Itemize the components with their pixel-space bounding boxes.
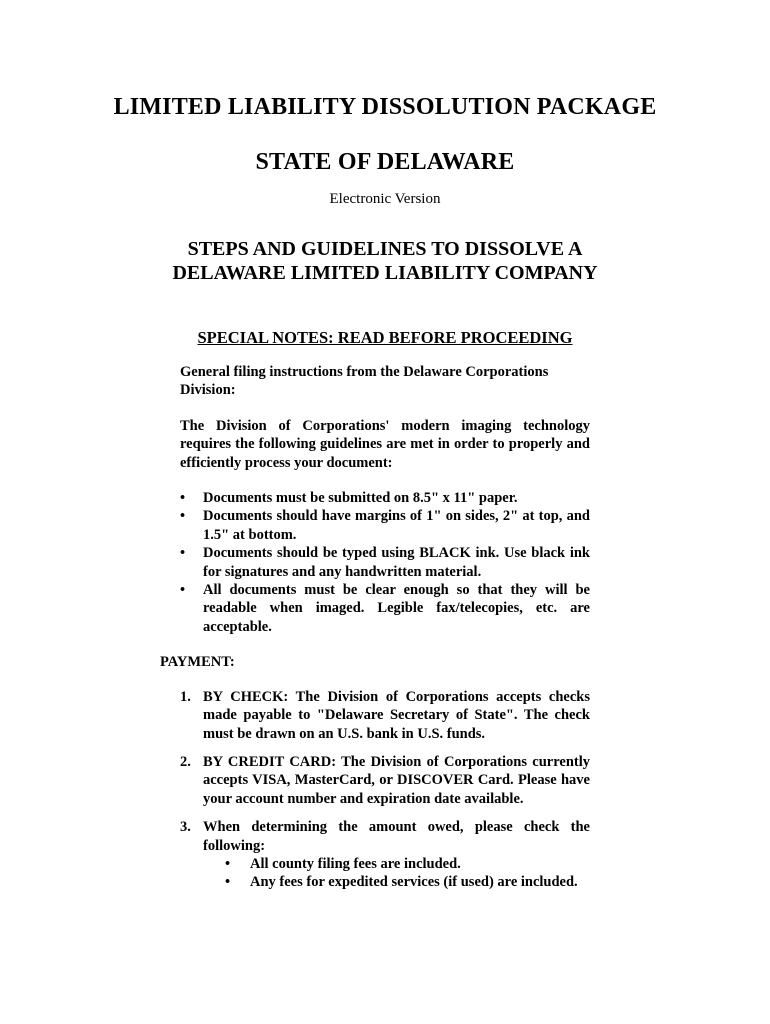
item-number: 3. — [180, 819, 191, 836]
payment-item — [180, 818, 590, 892]
intro-paragraph-1: General filing instructions from the Delaware Corporations Division: — [180, 364, 549, 399]
payment-item-text: BY CHECK: The Division of Corporations accepts checks made payable to "Delaware Secretary of State". The check must be drawn on an U.S. bank in U.S. funds. — [203, 688, 590, 742]
steps-heading — [0, 237, 770, 285]
state-title: STATE OF DELAWARE — [255, 149, 515, 175]
payment-item — [180, 688, 590, 743]
document-title: LIMITED LIABILITY DISSOLUTION PACKAGE — [113, 94, 657, 120]
payment-subitem — [225, 873, 590, 891]
item-number: 2. — [180, 753, 191, 770]
intro-paragraph-2: The Division of Corporations' modern imaging technology requires the following guidelines are met in order to properly and efficiently process your document: — [180, 417, 590, 471]
guideline-text: Documents should be typed using BLACK ink. Use black ink for signatures and any handwritten material. — [203, 545, 590, 580]
version-note: Electronic Version — [329, 191, 441, 207]
payment-subitem-text: All county filing fees are included. — [250, 855, 461, 872]
steps-heading-line2: DELAWARE LIMITED LIABILITY COMPANY — [172, 262, 598, 284]
bullet-icon: • — [180, 508, 186, 525]
payment-item-text: BY CREDIT CARD: The Division of Corporations currently accepts VISA, MasterCard, or DISCOVER Card. Please have your account number and expiration date available. — [203, 753, 590, 807]
special-notes-heading: SPECIAL NOTES: READ BEFORE PROCEEDING — [197, 328, 573, 347]
steps-heading-line1: STEPS AND GUIDELINES TO DISSOLVE A — [187, 238, 583, 260]
guideline-text: All documents must be clear enough so that they will be readable when imaged. Legible fax/telecopies, etc. are acceptable. — [203, 582, 590, 635]
payment-subitem — [225, 855, 590, 873]
guideline-item — [180, 581, 590, 636]
payment-item-text: When determining the amount owed, please check the following: — [203, 819, 590, 854]
guidelines-list — [180, 489, 590, 636]
payment-heading: PAYMENT: — [160, 654, 235, 671]
guideline-item — [180, 507, 590, 544]
guideline-item — [180, 544, 590, 581]
bullet-icon: • — [225, 855, 231, 872]
payment-list — [180, 688, 590, 892]
bullet-icon: • — [180, 490, 186, 507]
document-body — [180, 363, 590, 636]
bullet-icon: • — [225, 874, 231, 891]
bullet-icon: • — [180, 582, 186, 599]
payment-item — [180, 753, 590, 808]
item-number: 1. — [180, 688, 191, 705]
payment-subitem-text: Any fees for expedited services (if used) are included. — [250, 874, 578, 891]
bullet-icon: • — [180, 545, 186, 562]
guideline-text: Documents should have margins of 1" on sides, 2" at top, and 1.5" at bottom. — [203, 508, 590, 543]
guideline-text: Documents must be submitted on 8.5" x 11" paper. — [203, 490, 518, 507]
payment-subitems-list — [225, 855, 590, 892]
guideline-item — [180, 489, 590, 507]
